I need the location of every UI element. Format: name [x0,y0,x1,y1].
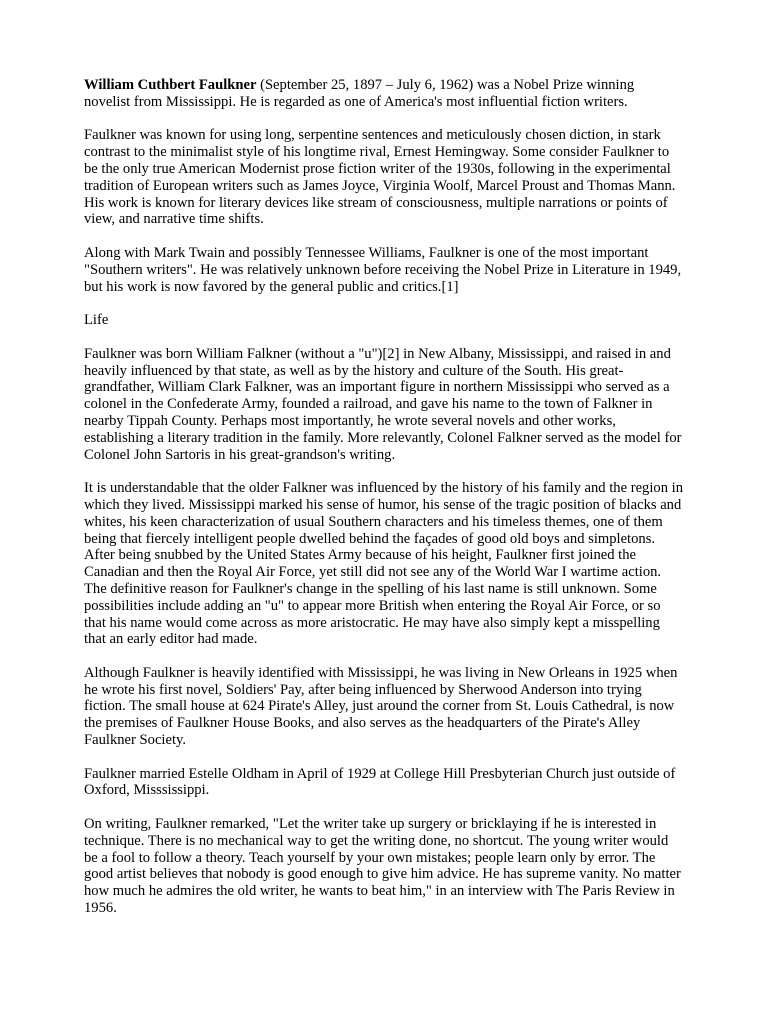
subject-name: William Cuthbert Faulkner [84,77,257,93]
paragraph-birth: Faulkner was born William Falkner (without a "u")[2] in New Albany, Mississippi, and raised in and heavily influenced by that state, as well as by the history and culture of the South. His great-grandfather, William Clark Falkner, was an important figure in northern Mississippi who served as a colonel in the Confederate Army, founded a railroad, and gave his name to the town of Falkner in nearby Tippah County. Perhaps most importantly, he wrote several novels and other works, establishing a literary tradition in the family. More relevantly, Colonel Falkner served as the model for Colonel John Sartoris in his great-grandson's writing. [84,345,682,463]
intro-paragraph [84,77,684,111]
paragraph-on-writing: On writing, Faulkner remarked, "Let the writer take up surgery or bricklaying if he is interested in technique. There is no mechanical way to get the writing done, no shortcut. The young writer would be a fool to follow a theory. Teach yourself by your own mistakes; people learn only by error. The good artist believes that nobody is good enough to give him advice. He has supreme vanity. No matter how much he admires the old writer, he wants to beat him," in an interview with The Paris Review in 1956. [84,816,681,917]
paragraph-style: Faulkner was known for using long, serpentine sentences and meticulously chosen diction, in stark contrast to the minimalist style of his longtime rival, Ernest Hemingway. Some consider Faulkner to be the only true American Modernist prose fiction writer of the 1930s, following in the experimental tradition of European writers such as James Joyce, Virginia Woolf, Marcel Proust and Thomas Mann. His work is known for literary devices like stream of consciousness, multiple narrations or points of view, and narrative time shifts. [84,127,676,228]
intro-text: (September 25, 1897 – July 6, 1962) was a Nobel Prize winning novelist from Mississippi. He is regarded as one of America's most influential fiction writers. [84,77,635,110]
paragraph-southern-writers: Along with Mark Twain and possibly Tennessee Williams, Faulkner is one of the most important "Southern writers". He was relatively unknown before receiving the Nobel Prize in Literature in 1949, but his work is now favored by the general public and critics.[1] [84,244,682,295]
section-heading-life: Life [84,312,109,329]
document-page [84,77,684,934]
paragraph-influence: It is understandable that the older Falkner was influenced by the history of his family and the region in which they lived. Mississippi marked his sense of humor, his sense of the tragic position of blacks and whites, his keen characterization of usual Southern characters and his timeless themes, one of them being that fiercely intelligent people dwelled behind the façades of good old boys and simpletons. After being snubbed by the United States Army because of his height, Faulkner first joined the Canadian and then the Royal Air Force, yet still did not see any of the World War I wartime action. The definitive reason for Faulkner's change in the spelling of his last name is still unknown. Some possibilities include adding an "u" to appear more British when entering the Royal Air Force, or so that his name would come across as more aristocratic. He may have also simply kept a misspelling that an early editor had made. [84,480,683,648]
paragraph-marriage: Faulkner married Estelle Oldham in April of 1929 at College Hill Presbyterian Church just outside of Oxford, Misssissippi. [84,765,676,799]
paragraph-new-orleans: Although Faulkner is heavily identified with Mississippi, he was living in New Orleans in 1925 when he wrote his first novel, Soldiers' Pay, after being influenced by Sherwood Anderson into trying fiction. The small house at 624 Pirate's Alley, just around the corner from St. Louis Cathedral, is now the premises of Faulkner House Books, and also serves as the headquarters of the Pirate's Alley Faulkner Society. [84,664,678,749]
